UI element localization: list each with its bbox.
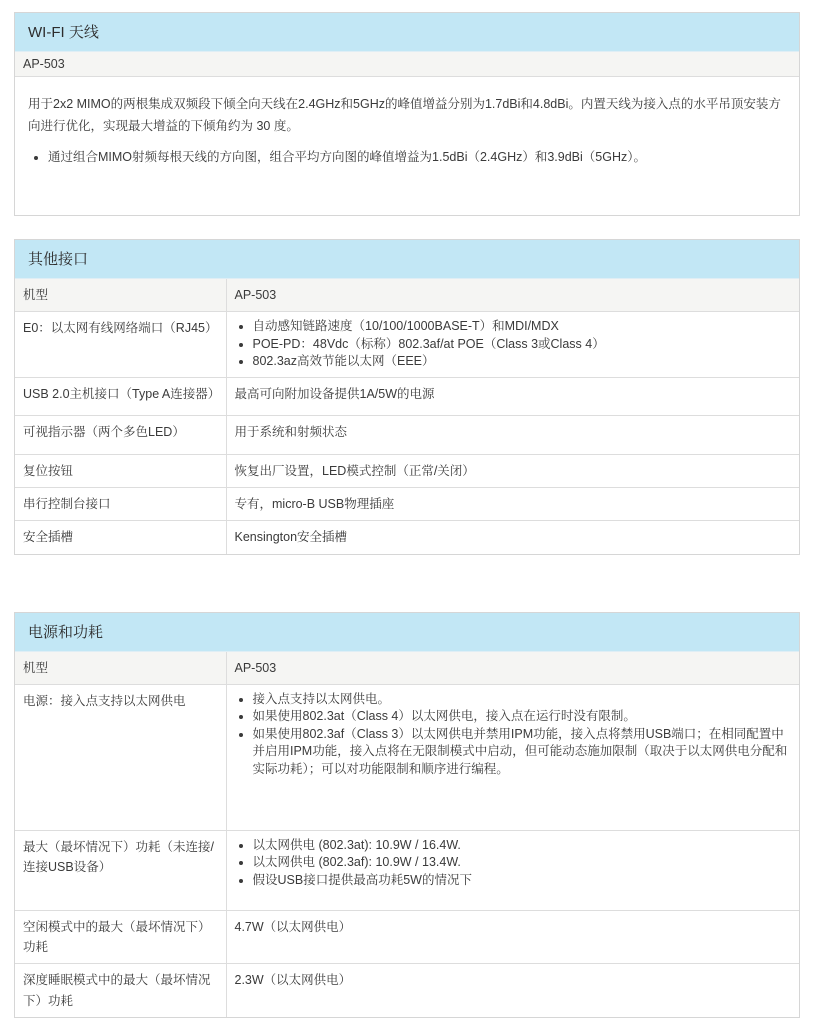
section-wifi-antenna — [14, 12, 800, 216]
spec-value: 最高可向附加设备提供1A/5W的电源 — [226, 377, 799, 415]
col-header-model-value: AP-503 — [226, 652, 799, 685]
spec-bullet: • 假设USB接口提供最高功耗5W的情况下 — [253, 872, 790, 890]
col-header-model-label: 机型 — [15, 652, 226, 685]
table-row — [15, 415, 799, 454]
table-header-row — [15, 652, 799, 685]
spec-value: 用于系统和射频状态 — [226, 415, 799, 454]
spec-bullet: • 通过组合MIMO射频每根天线的方向图，组合平均方向图的峰值增益为1.5dBi（2.4GHz）和3.9dBi（5GHz）。 — [48, 147, 786, 167]
spec-bullet-list — [235, 837, 790, 890]
spec-label: 安全插槽 — [15, 521, 226, 554]
antenna-bullet-list — [28, 147, 786, 167]
table-row — [15, 312, 799, 378]
section-title-wifi-antenna: WI-FI 天线 — [15, 13, 799, 52]
other-interfaces-table — [15, 279, 799, 554]
spec-label: 最大（最坏情况下）功耗（未连接/连接USB设备） — [15, 830, 226, 910]
col-header-model-value: AP-503 — [226, 279, 799, 312]
spec-value: Kensington安全插槽 — [226, 521, 799, 554]
col-header-model-label: 机型 — [15, 279, 226, 312]
table-row — [15, 964, 799, 1017]
section-title-power: 电源和功耗 — [15, 613, 799, 652]
spec-bullet: • 接入点支持以太网供电。 — [253, 691, 790, 709]
table-row — [15, 910, 799, 964]
spec-label: 串行控制台接口 — [15, 488, 226, 521]
table-row — [15, 684, 799, 830]
spec-value: 恢复出厂设置，LED模式控制（正常/关闭） — [226, 454, 799, 487]
table-row — [15, 377, 799, 415]
spec-bullet-list — [235, 318, 790, 371]
table-row — [15, 521, 799, 554]
model-subheader: AP-503 — [15, 52, 799, 77]
table-row — [15, 454, 799, 487]
spec-value — [226, 830, 799, 910]
table-row — [15, 488, 799, 521]
spec-bullet: • 以太网供电 (802.3at): 10.9W / 16.4W. — [253, 837, 790, 855]
spec-label: E0：以太网有线网络端口（RJ45） — [15, 312, 226, 378]
power-table — [15, 652, 799, 1017]
section-title-other-interfaces: 其他接口 — [15, 240, 799, 279]
spec-bullet: • 如果使用802.3at（Class 4）以太网供电，接入点在运行时没有限制。 — [253, 708, 790, 726]
spec-bullet: • POE-PD：48Vdc（标称）802.3af/at POE（Class 3或Class 4） — [253, 336, 790, 354]
table-header-row — [15, 279, 799, 312]
spec-bullet: • 如果使用802.3af（Class 3）以太网供电并禁用IPM功能，接入点将禁用USB端口；在相同配置中并启用IPM功能，接入点将在无限制模式中启动，但可能动态施加限制（取决于以太网供电分配和实际功耗）；可以对功能限制和顺序进行编程。 — [253, 726, 790, 779]
spec-value — [226, 684, 799, 830]
spec-bullet: • 802.3az高效节能以太网（EEE） — [253, 353, 790, 371]
antenna-paragraph: 用于2x2 MIMO的两根集成双频段下倾全向天线在2.4GHz和5GHz的峰值增益分别为1.7dBi和4.8dBi。内置天线为接入点的水平吊顶安装方向进行优化，实现最大增益的下倾角约为 30 度。 — [28, 97, 781, 133]
spec-bullet: • 自动感知链路速度（10/100/1000BASE-T）和MDI/MDX — [253, 318, 790, 336]
spec-bullet-list — [235, 691, 790, 779]
spec-value: 2.3W（以太网供电） — [226, 964, 799, 1017]
section-power-consumption — [14, 612, 800, 1018]
spec-label: USB 2.0主机接口（Type A连接器） — [15, 377, 226, 415]
spec-label: 复位按钮 — [15, 454, 226, 487]
wifi-antenna-body — [15, 77, 799, 215]
spec-label: 可视指示器（两个多色LED） — [15, 415, 226, 454]
spec-label: 深度睡眠模式中的最大（最坏情况下）功耗 — [15, 964, 226, 1017]
table-row — [15, 830, 799, 910]
spec-value — [226, 312, 799, 378]
spec-label: 电源：接入点支持以太网供电 — [15, 684, 226, 830]
spec-value: 4.7W（以太网供电） — [226, 910, 799, 964]
spec-label: 空闲模式中的最大（最坏情况下）功耗 — [15, 910, 226, 964]
section-other-interfaces — [14, 239, 800, 555]
spec-bullet: • 以太网供电 (802.3af): 10.9W / 13.4W. — [253, 854, 790, 872]
spec-value: 专有，micro-B USB物理插座 — [226, 488, 799, 521]
